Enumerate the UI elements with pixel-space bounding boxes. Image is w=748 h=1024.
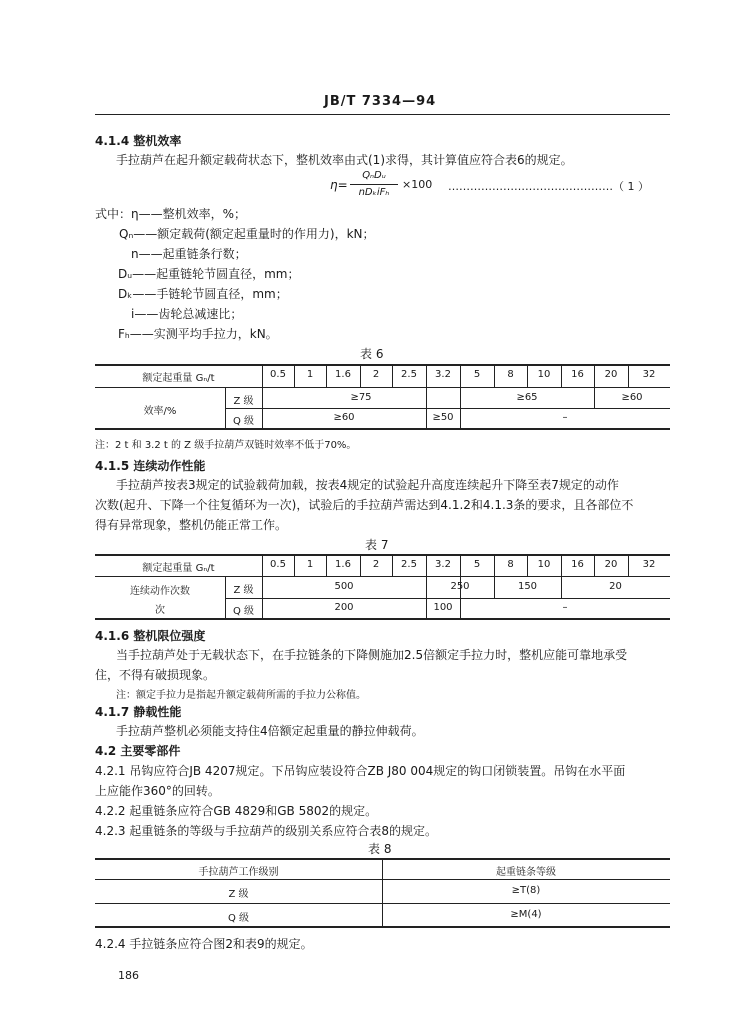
section-4-1-5-text: 次数(起升、下降一个往复循环为一次)，试验后的手拉葫芦需达到4.1.2和4.1.3条的要求，且各部位不 — [95, 498, 634, 512]
table-6-efficiency-label: 效率/% — [143, 406, 177, 417]
table-6-caption: 表 6 — [360, 347, 384, 361]
table-7-bottom-rule — [95, 618, 670, 620]
formula-def-qn: Qₙ——额定载荷(额定起重量时的作用力)，kN； — [119, 227, 375, 241]
table-7-capacity: 2 — [372, 559, 380, 570]
table-8-grade-q: Q 级 — [227, 913, 250, 924]
table-6-z-grade: Z 级 — [233, 396, 254, 407]
table-6-capacity: 5 — [473, 369, 481, 380]
table-7-capacity: 20 — [604, 559, 618, 570]
section-heading-4-1-4: 4.1.4 整机效率 — [95, 134, 182, 148]
table-7-z-value: 250 — [450, 581, 470, 592]
table-7-q-value: 200 — [334, 602, 354, 613]
table-8-chain-z: ≥T(8) — [511, 885, 541, 896]
section-4-2-4-text: 4.2.4 手拉链条应符合图2和表9的规定。 — [95, 937, 313, 951]
table-6-capacity: 3.2 — [435, 369, 451, 380]
section-4-2-2-text: 4.2.2 起重链条应符合GB 4829和GB 5802的规定。 — [95, 804, 378, 818]
table-6-capacity: 8 — [507, 369, 514, 380]
table-7-q-value: 100 — [433, 602, 453, 613]
table-7-capacity: 5 — [473, 559, 481, 570]
section-4-1-6-note: 注：额定手拉力是指起升额定载荷所需的手拉力公称值。 — [116, 690, 366, 701]
table-7-count-unit: 次 — [155, 605, 165, 616]
table-6-capacity: 2.5 — [401, 369, 417, 380]
table-7-q-grade: Q 级 — [232, 606, 255, 617]
section-4-2-3-text: 4.2.3 起重链条的等级与手拉葫芦的级别关系应符合表8的规定。 — [95, 824, 437, 838]
table-6-note: 注：2 t 和 3.2 t 的 Z 级手拉葫芦双链时效率不低于70%。 — [95, 440, 357, 451]
table-6-row-rule-1 — [95, 387, 670, 388]
section-4-2-1-text: 4.2.1 吊钩应符合JB 4207规定。下吊钩应装设符合ZB J80 004规定的钩口闭锁装置。吊钩在水平面 — [95, 764, 626, 778]
formula-def-i: i——齿轮总减速比； — [131, 307, 243, 321]
formula-equation-number: ………………………………………（ 1 ） — [448, 180, 649, 193]
table-7-capacity: 3.2 — [435, 559, 451, 570]
table-7-header-label: 额定起重量 Gₙ/t — [142, 563, 215, 574]
page-number: 186 — [118, 969, 139, 982]
table-7-capacity: 8 — [507, 559, 514, 570]
section-4-2-1-text: 上应能作360°的回转。 — [95, 784, 220, 798]
table-6-capacity: 1 — [306, 369, 314, 380]
table-7-row-rule-1 — [95, 576, 670, 577]
table-6-capacity: 20 — [604, 369, 618, 380]
table-6-q-grade: Q 级 — [232, 416, 255, 427]
table-7-capacity: 32 — [642, 559, 656, 570]
table-7-top-rule — [95, 554, 670, 556]
table-6-capacity: 0.5 — [270, 369, 286, 380]
table-7-capacity: 16 — [571, 559, 584, 570]
table-8-header-grade: 手拉葫芦工作级别 — [198, 867, 279, 878]
formula-def-n: n——起重链条行数； — [131, 247, 247, 261]
formula-lhs: η= — [330, 178, 348, 192]
section-4-1-6-text: 当手拉葫芦处于无载状态下，在手拉链条的下降侧施加2.5倍额定手拉力时，整机应能可靠地承受 — [116, 648, 628, 662]
table-6-bottom-rule — [95, 428, 670, 430]
section-4-1-4-intro: 手拉葫芦在起升额定载荷状态下，整机效率由式(1)求得，其计算值应符合表6的规定。 — [116, 153, 573, 167]
table-7-z-value: 500 — [334, 581, 354, 592]
document-header: JB/T 7334—94 — [324, 94, 437, 109]
table-6-z-value: ≥60 — [621, 392, 643, 403]
table-6-capacity: 2 — [372, 369, 380, 380]
section-4-1-7-text: 手拉葫芦整机必须能支持住4倍额定起重量的静拉伸载荷。 — [116, 724, 424, 738]
formula-def-dk: Dₖ——手链轮节圆直径，mm； — [118, 287, 288, 301]
formula-def-du: Dᵤ——起重链轮节圆直径，mm； — [118, 267, 300, 281]
table-7-capacity: 1.6 — [335, 559, 351, 570]
section-heading-4-2: 4.2 主要零部件 — [95, 744, 181, 758]
table-6-capacity: 32 — [642, 369, 656, 380]
table-8-header-chain: 起重链条等级 — [496, 867, 556, 878]
section-4-1-6-text: 住，不得有破损现象。 — [95, 668, 216, 682]
table-7-capacity: 2.5 — [401, 559, 417, 570]
table-6-q-value: ≥60 — [333, 412, 355, 423]
section-4-1-5-text: 手拉葫芦按表3规定的试验载荷加载，按表4规定的试验起升高度连续起升下降至表7规定的动作 — [116, 478, 619, 492]
formula-def-fh: Fₕ——实测平均手拉力，kN。 — [118, 327, 278, 341]
table-8-grade-z: Z 级 — [228, 889, 249, 900]
table-6-capacity: 1.6 — [335, 369, 351, 380]
table-6-row-rule-2 — [225, 408, 670, 409]
table-6-top-rule — [95, 364, 670, 366]
section-heading-4-1-7: 4.1.7 静载性能 — [95, 705, 182, 719]
table-6-z-value: ≥75 — [350, 392, 372, 403]
table-7-count-label: 连续动作次数 — [130, 586, 190, 597]
table-6-capacity: 10 — [537, 369, 551, 380]
table-8-chain-q: ≥M(4) — [510, 909, 542, 920]
table-7-row-rule-2 — [225, 598, 670, 599]
table-7-z-grade: Z 级 — [233, 585, 254, 596]
table-6-z-value: ≥65 — [516, 392, 538, 403]
formula-where-line: 式中：η——整机效率，%； — [95, 207, 247, 221]
table-7-capacity: 10 — [537, 559, 551, 570]
formula-numerator: QₙDᵤ — [362, 170, 386, 181]
table-7-q-value: – — [562, 602, 568, 613]
table-7-z-value: 150 — [517, 581, 538, 592]
table-7-caption: 表 7 — [365, 538, 389, 552]
table-7-capacity: 0.5 — [270, 559, 286, 570]
formula-denominator: nDₖiFₕ — [358, 187, 390, 198]
table-7-capacity: 1 — [306, 559, 314, 570]
section-4-1-5-text: 得有异常现象，整机仍能正常工作。 — [95, 518, 288, 532]
table-8-caption: 表 8 — [368, 842, 392, 856]
table-6-q-value: ≥50 — [432, 412, 454, 423]
table-6-header-label: 额定起重量 Gₙ/t — [142, 373, 215, 384]
table-6-q-value: – — [562, 412, 568, 423]
formula-rhs: ×100 — [402, 178, 433, 191]
header-rule — [95, 114, 670, 115]
table-7-z-value: 20 — [609, 581, 622, 592]
formula-fraction-bar — [350, 184, 398, 185]
table-6-capacity: 16 — [571, 369, 584, 380]
section-heading-4-1-6: 4.1.6 整机限位强度 — [95, 629, 206, 643]
section-heading-4-1-5: 4.1.5 连续动作性能 — [95, 459, 206, 473]
